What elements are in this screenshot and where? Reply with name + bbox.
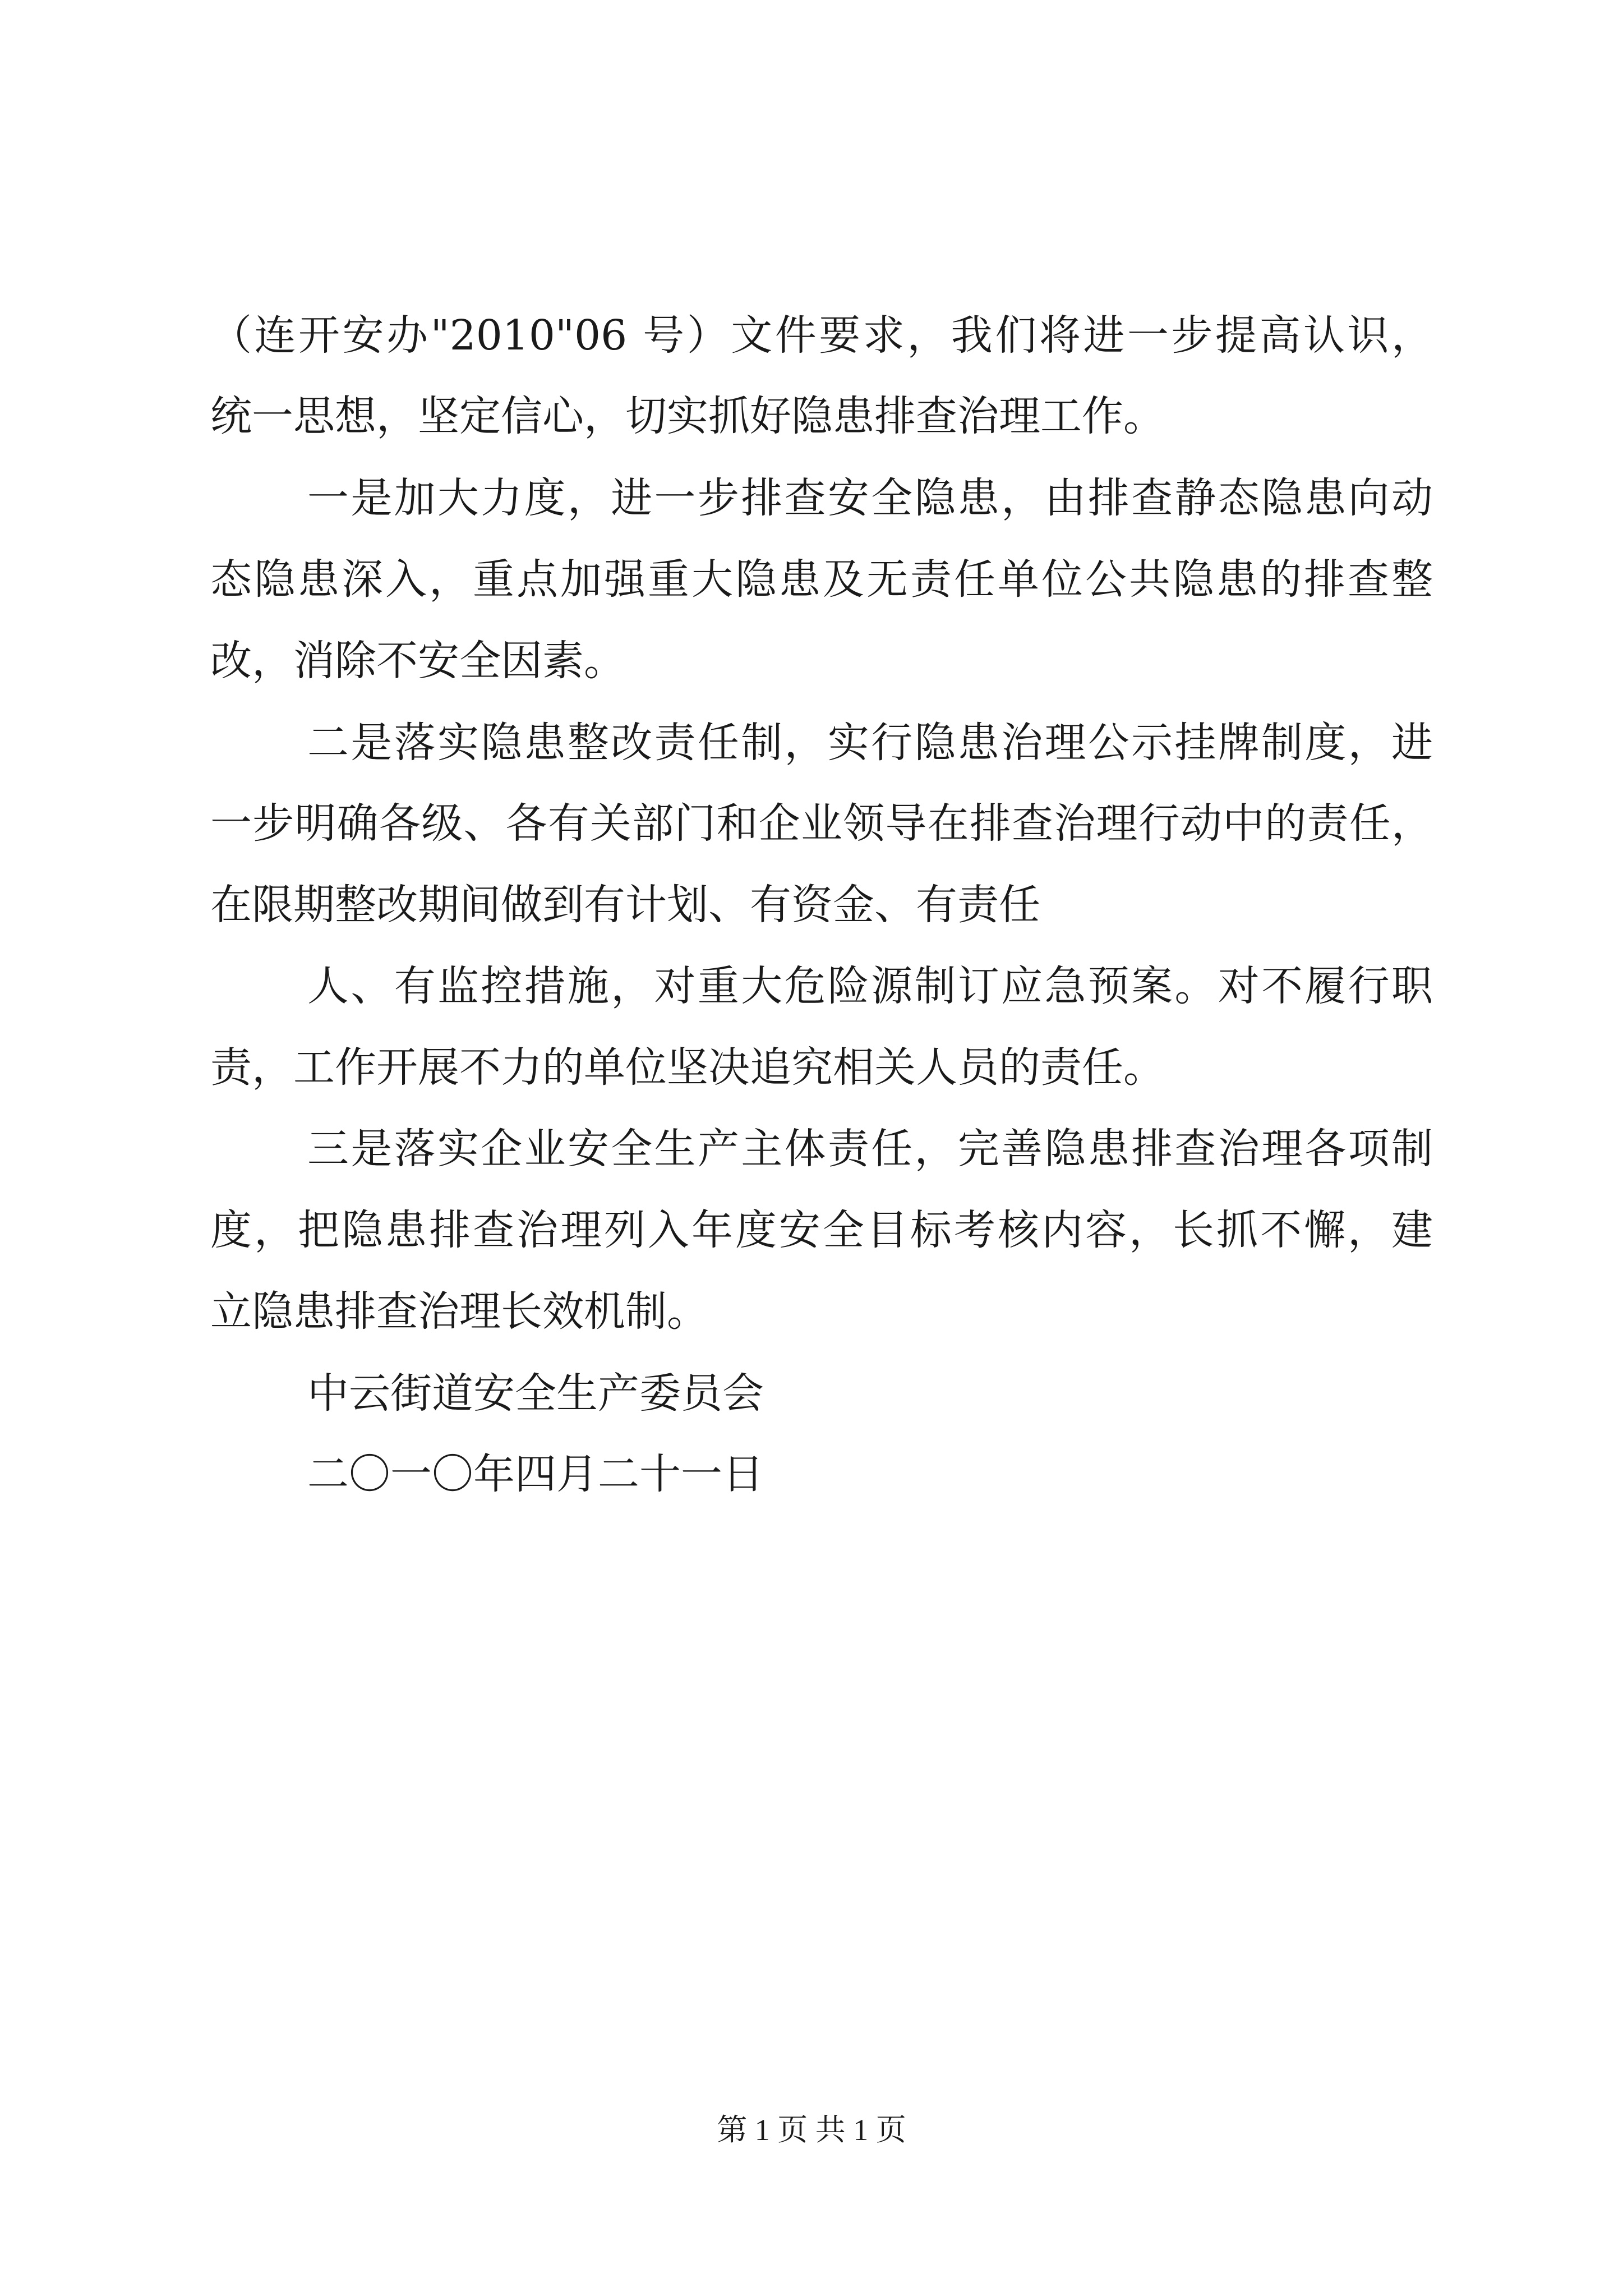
paragraph-2-line-3: 改，消除不安全因素。 (210, 637, 625, 685)
paragraph-5-line-3: 立隐患排查治理长效机制。 (210, 1287, 708, 1336)
paragraph-2-line-1: 一是加大力度，进一步排查安全隐患，由排查静态隐患向动 (307, 474, 1433, 522)
paragraph-1-line-2: 统一思想，坚定信心，切实抓好隐患排查治理工作。 (210, 392, 1165, 440)
page-footer: 第 1 页 共 1 页 (717, 2113, 906, 2147)
paragraph-3-line-2: 一步明确各级、各有关部门和企业领导在排查治理行动中的责任， (210, 799, 1433, 848)
paragraph-4-line-1: 人、有监控措施，对重大危险源制订应急预案。对不履行职 (307, 962, 1433, 1010)
paragraph-2-line-2: 态隐患深入，重点加强重大隐患及无责任单位公共隐患的排查整 (210, 555, 1433, 604)
paragraph-3-line-1: 二是落实隐患整改责任制，实行隐患治理公示挂牌制度，进 (307, 719, 1433, 767)
paragraph-4-line-2: 责，工作开展不力的单位坚决追究相关人员的责任。 (210, 1043, 1165, 1092)
paragraph-3-line-3: 在限期整改期间做到有计划、有资金、有责任 (210, 881, 1040, 929)
signature-date: 二〇一〇年四月二十一日 (307, 1450, 764, 1498)
paragraph-5-line-2: 度，把隐患排查治理列入年度安全目标考核内容，长抓不懈，建 (210, 1206, 1433, 1254)
signature-organization: 中云街道安全生产委员会 (307, 1369, 764, 1418)
paragraph-1-line-1: （连开安办"2010"06 号）文件要求，我们将进一步提高认识， (210, 311, 1433, 360)
paragraph-5-line-1: 三是落实企业安全生产主体责任，完善隐患排查治理各项制 (307, 1125, 1433, 1173)
